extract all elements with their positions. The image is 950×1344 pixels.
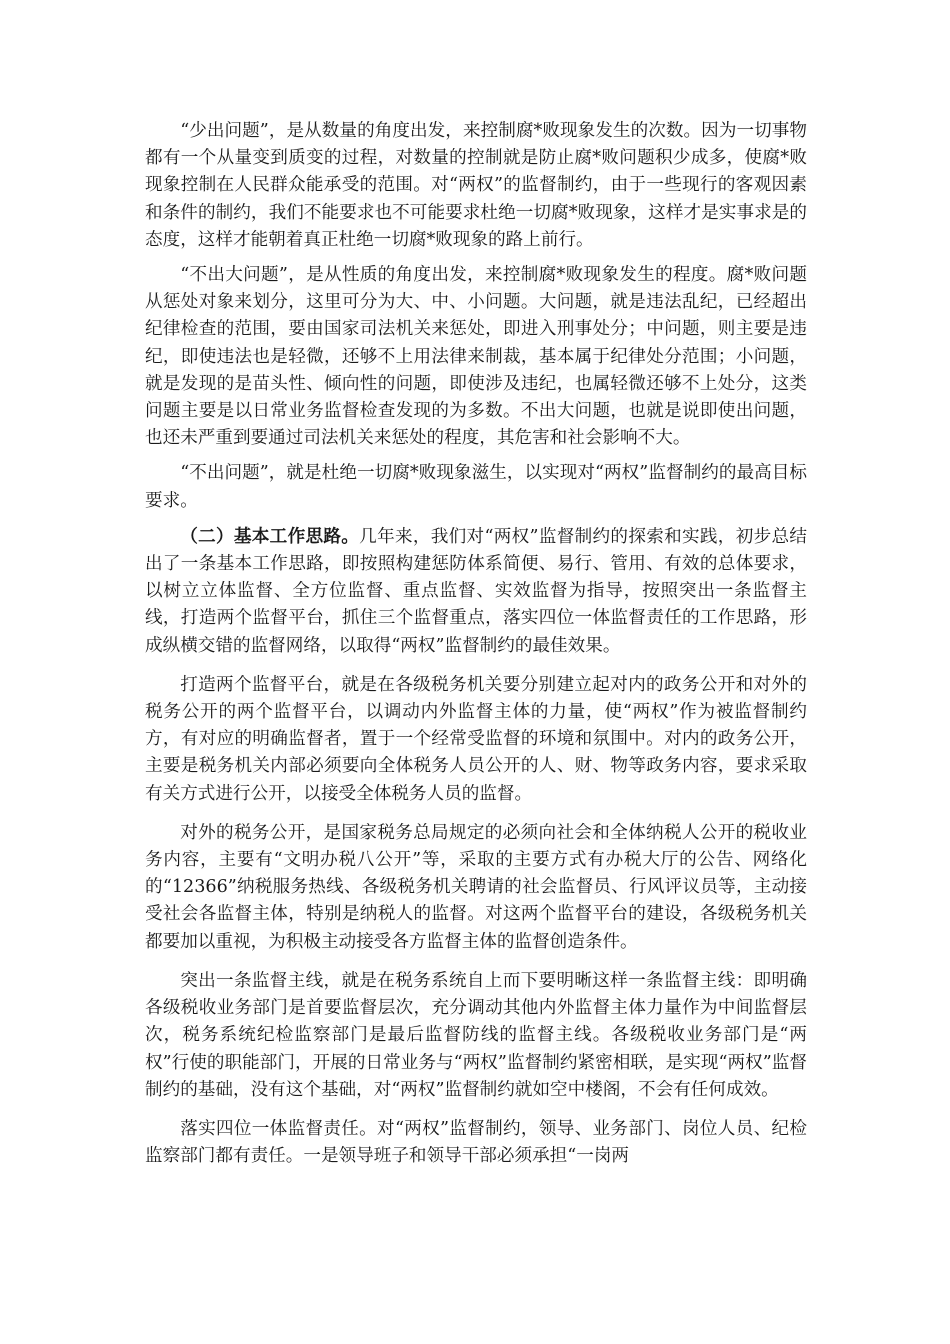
paragraph-less-problems: “少出问题”，是从数量的角度出发，来控制腐*败现象发生的次数。因为一切事物都有一个从量变到质变的过程，对数量的控制就是防止腐*败问题积少成多，使腐*败现象控制在人民群众能承受的范围。对“两权”的监督制约，由于一些现行的客观因素和条件的制约，我们不能要求也不可能要求杜绝一切腐*败现象，这样才是实事求是的态度，这样才能朝着真正杜绝一切腐*败现象的路上前行。 xyxy=(145,121,807,250)
paragraph-four-in-one-responsibility: 落实四位一体监督责任。对“两权”监督制约，领导、业务部门、岗位人员、纪检监察部门都有责任。一是领导班子和领导干部必须承担“一岗两 xyxy=(145,1118,807,1167)
paragraph-external-tax-disclosure: 对外的税务公开，是国家税务总局规定的必须向社会和全体纳税人公开的税收业务内容，主要有“文明办税八公开”等，采取的主要方式有办税大厅的公告、网络化的“12366”纳税服务热线、各级税务机关聘请的社会监督员、行风评议员等，主动接受社会各监督主体，特别是纳税人的监督。对这两个监督平台的建设，各级税务机关都要加以重视，为积极主动接受各方监督主体的监督创造条件。 xyxy=(145,822,807,952)
section-heading: （二）基本工作思路。 xyxy=(180,525,360,547)
paragraph-basic-work-approach xyxy=(145,523,807,660)
paragraph-main-supervision-line: 突出一条监督主线，就是在税务系统自上而下要明晰这样一条监督主线：即明确各级税收业务部门是首要监督层次，充分调动其他内外监督主体力量作为中间监督层次，税务系统纪检监察部门是最后监督防线的监督主线。各级税收业务部门是“两权”行使的职能部门，开展的日常业务与“两权”监督制约紧密相联，是实现“两权”监督制约的基础，没有这个基础，对“两权”监督制约就如空中楼阁，不会有任何成效。 xyxy=(145,970,807,1100)
document-page xyxy=(145,118,807,1170)
section-body: 几年来，我们对“两权”监督制约的探索和实践，初步总结出了一条基本工作思路，即按照构建惩防体系简便、易行、管用、有效的总体要求，以树立立体监督、全方位监督、重点监督、实效监督为指导，按照突出一条监督主线，打造两个监督平台，抓住三个监督重点，落实四位一体监督责任的工作思路，形成纵横交错的监督网络，以取得“两权”监督制约的最佳效果。 xyxy=(145,526,807,656)
paragraph-no-problems: “不出问题”，就是杜绝一切腐*败现象滋生，以实现对“两权”监督制约的最高目标要求。 xyxy=(145,463,807,511)
paragraph-two-platforms: 打造两个监督平台，就是在各级税务机关要分别建立起对内的政务公开和对外的税务公开的两个监督平台，以调动内外监督主体的力量，使“两权”作为被监督制约方，有对应的明确监督者，置于一个经常受监督的环境和氛围中。对内的政务公开，主要是税务机关内部必须要向全体税务人员公开的人、财、物等政务内容，要求采取有关方式进行公开，以接受全体税务人员的监督。 xyxy=(145,674,807,804)
paragraph-no-big-problems: “不出大问题”，是从性质的角度出发，来控制腐*败现象发生的程度。腐*败问题从惩处对象来划分，这里可分为大、中、小问题。大问题，就是违法乱纪，已经超出纪律检查的范围，要由国家司法机关来惩处，即进入刑事处分；中问题，则主要是违纪，即使违法也是轻微，还够不上用法律来制裁，基本属于纪律处分范围；小问题，就是发现的是苗头性、倾向性的问题，即使涉及违纪，也属轻微还够不上处分，这类问题主要是以日常业务监督检查发现的为多数。不出大问题，也就是说即使出问题，也还未严重到要通过司法机关来惩处的程度，其危害和社会影响不大。 xyxy=(145,265,807,449)
